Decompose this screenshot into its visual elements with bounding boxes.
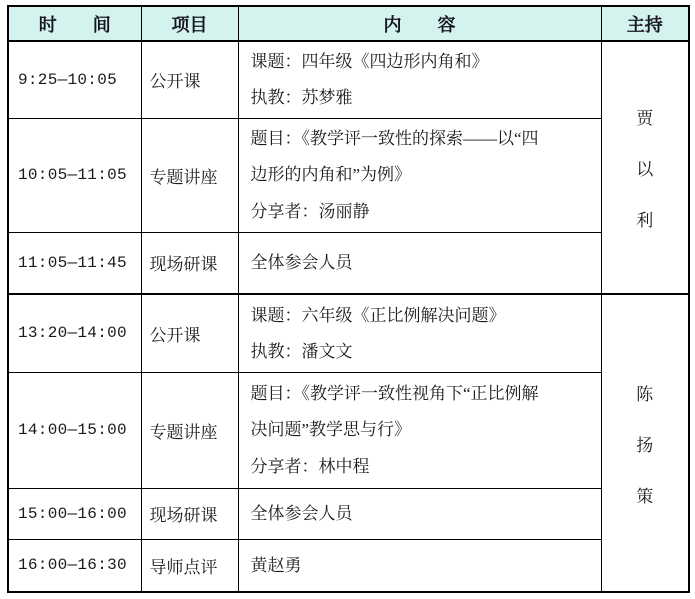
project-cell: 专题讲座 (141, 372, 238, 488)
table-row (8, 372, 689, 488)
host-name: 贾 以 利 (636, 109, 654, 230)
content-cell (238, 488, 601, 539)
time-cell: 14:00—15:00 (8, 372, 141, 488)
table-row (8, 539, 689, 592)
content-line: 课题：六年级《正比例解决问题》 (250, 305, 506, 325)
header-row (8, 6, 689, 41)
table-row (8, 294, 689, 372)
project-cell: 现场研课 (141, 232, 238, 294)
host-cell (601, 294, 689, 592)
project-cell: 现场研课 (141, 488, 238, 539)
content-line: 课题：四年级《四边形内角和》 (250, 52, 489, 71)
content-line: 决问题”教学思与行》 (250, 420, 412, 440)
project-cell: 导师点评 (141, 539, 238, 592)
content-line: 执教：苏梦雅 (250, 88, 353, 108)
header-content: 内 容 (238, 6, 601, 41)
header-time: 时 间 (8, 6, 141, 41)
project-cell: 公开课 (141, 41, 238, 118)
content-line: 分享者：汤丽静 (250, 201, 370, 221)
content-line: 黄赵勇 (250, 555, 302, 575)
content-cell (238, 539, 601, 592)
host-name: 陈 扬 策 (636, 384, 654, 506)
content-cell (238, 294, 601, 372)
time-cell: 9:25—10:05 (8, 41, 141, 118)
time-cell: 15:00—16:00 (8, 488, 141, 539)
content-cell (238, 41, 601, 118)
time-cell: 11:05—11:45 (8, 232, 141, 294)
host-cell (601, 41, 689, 294)
project-cell: 公开课 (141, 294, 238, 372)
content-line: 执教：潘文文 (250, 341, 353, 361)
content-line: 题目：《教学评一致性视角下“正比例解 (250, 384, 539, 404)
content-line: 边形的内角和”为例》 (250, 165, 412, 185)
content-line: 全体参会人员 (250, 253, 353, 273)
content-cell (238, 232, 601, 294)
time-cell: 13:20—14:00 (8, 294, 141, 372)
content-cell (238, 372, 601, 488)
table-row (8, 488, 689, 539)
table-row (8, 232, 689, 294)
project-cell: 专题讲座 (141, 118, 238, 232)
header-project: 项目 (141, 6, 238, 41)
content-line: 分享者：林中程 (250, 456, 370, 476)
time-cell: 16:00—16:30 (8, 539, 141, 592)
content-cell (238, 118, 601, 232)
content-line: 全体参会人员 (250, 503, 353, 523)
table-row (8, 41, 689, 118)
header-host: 主持 (601, 6, 689, 41)
time-cell: 10:05—11:05 (8, 118, 141, 232)
table-row (8, 118, 689, 232)
content-line: 题目：《教学评一致性的探索——以“四 (250, 129, 539, 149)
schedule-table (7, 5, 690, 593)
